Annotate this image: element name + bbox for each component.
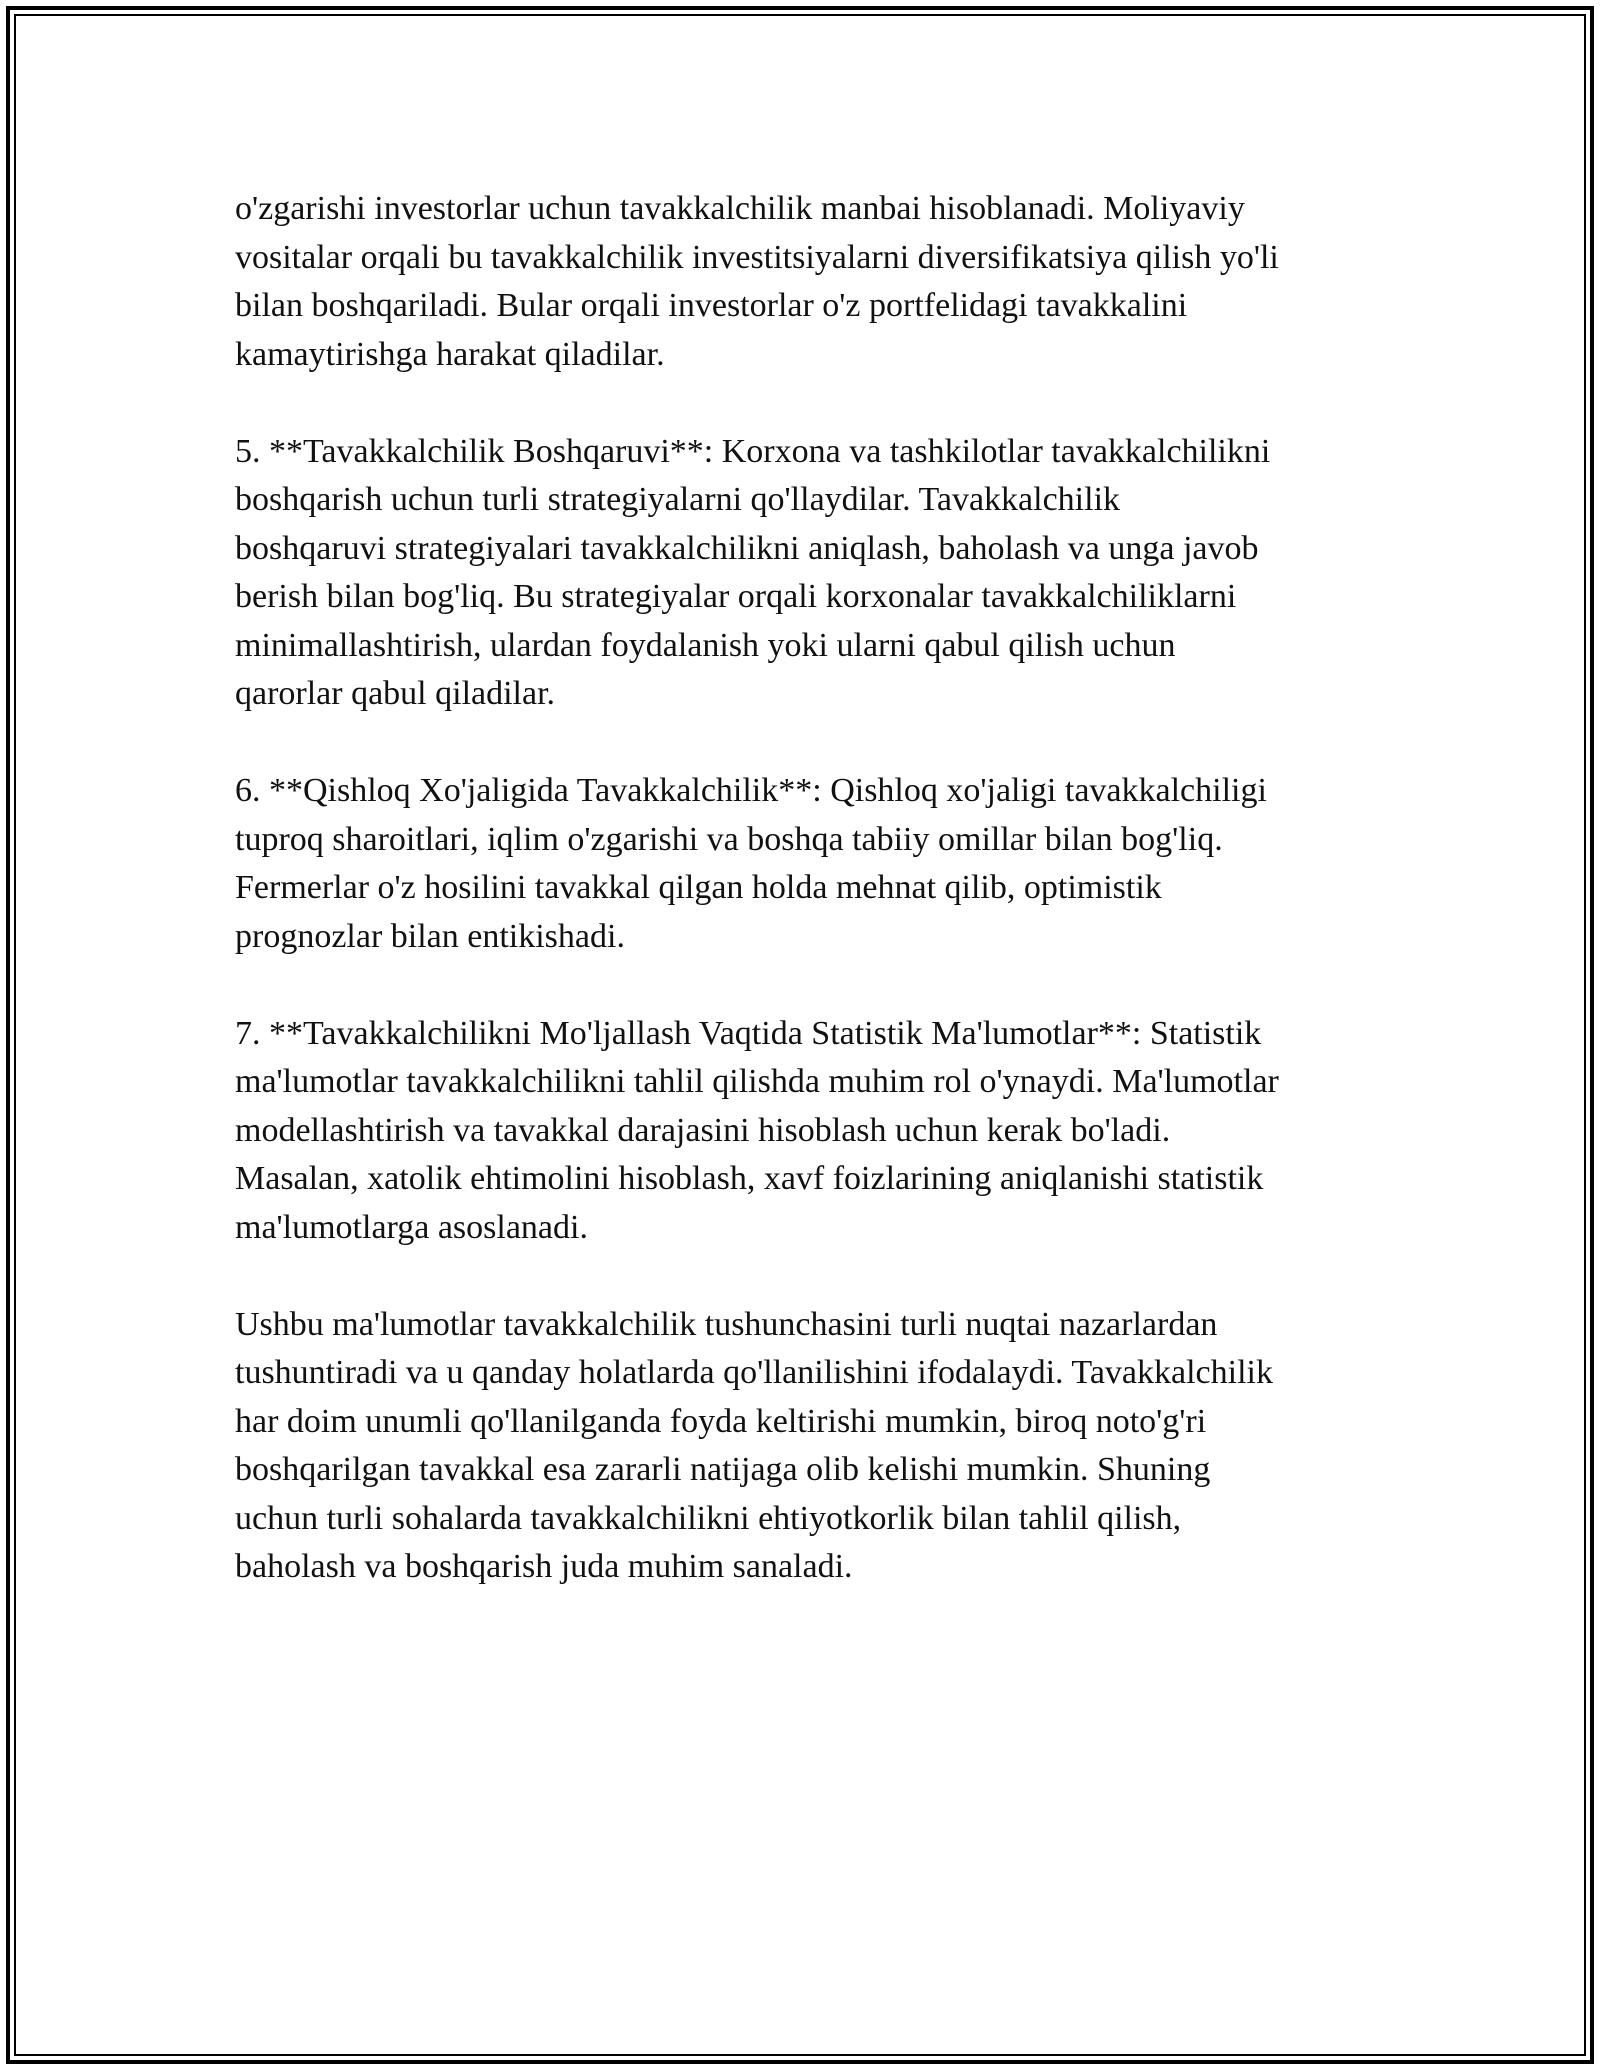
paragraph-investment-risk: o'zgarishi investorlar uchun tavakkalchilik manbai hisoblanadi. Moliyaviy vositalar orqali bu tavakkalchilik investitsiyalarni diversifikatsiya qilish yo'li bilan boshqariladi. Bular orqali investorlar o'z portfelidagi tavakkalini kamaytirishga harakat qiladilar. [235,190,1279,373]
paragraph-conclusion: Ushbu ma'lumotlar tavakkalchilik tushunchasini turli nuqtai nazarlardan tushuntiradi va u qanday holatlarda qo'llanilishini ifodalaydi. Tavakkalchilik har doim unumli qo'llanilganda foyda keltirishi mumkin, biroq noto'g'ri boshqarilgan tavakkal esa zararli natijaga olib kelishi mumkin. Shuning uchun turli sohalarda tavakkalchilikni ehtiyotkorlik bilan tahlil qilish, baholash va boshqarish juda muhim sanaladi. [235,1305,1273,1585]
document-body [235,185,1375,1640]
paragraph-statistical-data: 7. **Tavakkalchilikni Mo'ljallash Vaqtida Statistik Ma'lumotlar**: Statistik ma'lumotlar tavakkalchilikni tahlil qilishda muhim rol o'ynaydi. Ma'lumotlar modellashtirish va tavakkal darajasini hisoblash uchun kerak bo'ladi. Masalan, xatolik ehtimolini hisoblash, xavf foizlarining aniqlanishi statistik ma'lumotlarga asoslanadi. [235,1014,1279,1246]
paragraph-risk-management: 5. **Tavakkalchilik Boshqaruvi**: Korxona va tashkilotlar tavakkalchilikni boshqarish uchun turli strategiyalarni qo'llaydilar. Tavakkalchilik boshqaruvi strategiyalari tavakkalchilikni aniqlash, baholash va unga javob berish bilan bog'liq. Bu strategiyalar orqali korxonalar tavakkalchiliklarni minimallashtirish, ulardan foydalanish yoki ularni qabul qilish uchun qarorlar qabul qiladilar. [235,432,1271,712]
paragraph-agriculture-risk: 6. **Qishloq Xo'jaligida Tavakkalchilik**: Qishloq xo'jaligi tavakkalchiligi tuproq sharoitlari, iqlim o'zgarishi va boshqa tabiiy omillar bilan bog'liq. Fermerlar o'z hosilini tavakkal qilgan holda mehnat qilib, optimistik prognozlar bilan entikishadi. [235,772,1267,955]
